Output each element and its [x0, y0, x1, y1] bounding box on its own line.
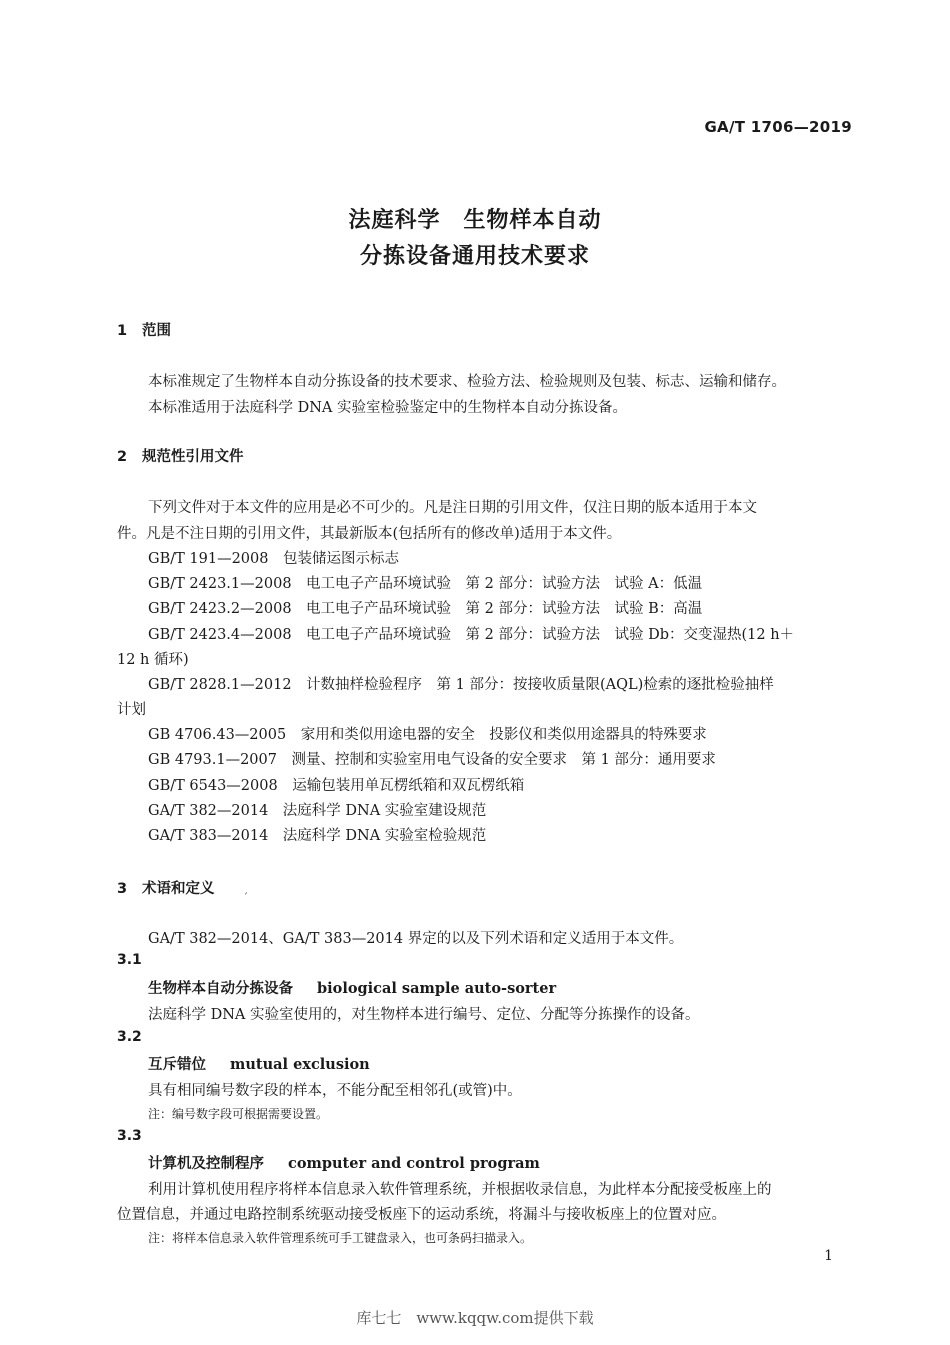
reference-item-continuation: 计划: [117, 702, 146, 718]
term-entry-1: [148, 977, 556, 998]
stray-mark: ˊ: [243, 893, 248, 904]
section-title: 规范性引用文件: [142, 449, 244, 465]
term-english: computer and control program: [288, 1155, 540, 1172]
reference-item-continuation: 12 h 循环): [117, 652, 189, 668]
document-title-line2: 分拣设备通用技术要求: [359, 244, 590, 269]
term-number: 3.2: [117, 1029, 142, 1045]
term-definition: 法庭科学 DNA 实验室使用的，对生物样本进行编号、定位、分配等分拣操作的设备。: [148, 1007, 700, 1023]
section-heading-scope: [117, 319, 171, 340]
reference-item: GA/T 382—2014 法庭科学 DNA 实验室建设规范: [148, 803, 487, 819]
standard-code: GA/T 1706—2019: [704, 118, 852, 136]
term-chinese: 计算机及控制程序: [148, 1156, 264, 1172]
reference-item: GB/T 2423.2—2008 电工电子产品环境试验 第 2 部分：试验方法 试验 B：高温: [148, 601, 703, 617]
references-intro-line2: 件。凡是不注日期的引用文件，其最新版本(包括所有的修改单)适用于本文件。: [117, 526, 622, 542]
reference-item: GB/T 2423.1—2008 电工电子产品环境试验 第 2 部分：试验方法 试验 A：低温: [148, 576, 703, 592]
section-title: 术语和定义: [142, 881, 215, 897]
term-english: biological sample auto-sorter: [317, 980, 557, 997]
section-number: 3: [117, 881, 128, 897]
reference-item: GB/T 2423.4—2008 电工电子产品环境试验 第 2 部分：试验方法 试验 Db：交变湿热(12 h＋: [148, 627, 795, 643]
scope-paragraph-2: 本标准适用于法庭科学 DNA 实验室检验鉴定中的生物样本自动分拣设备。: [148, 400, 627, 416]
document-title-line1: 法庭科学 生物样本自动: [348, 208, 602, 233]
term-chinese: 生物样本自动分拣设备: [148, 981, 293, 997]
term-definition-line2: 位置信息，并通过电路控制系统驱动接受板座下的运动系统，将漏斗与接收板座上的位置对应。: [117, 1207, 726, 1223]
scope-paragraph-1: 本标准规定了生物样本自动分拣设备的技术要求、检验方法、检验规则及包装、标志、运输和储存。: [148, 374, 786, 390]
term-english: mutual exclusion: [230, 1056, 370, 1073]
reference-item: GB/T 2828.1—2012 计数抽样检验程序 第 1 部分：按接收质量限(AQL)检索的逐批检验抽样: [148, 677, 774, 693]
section-heading-terms: [117, 877, 215, 898]
term-number: 3.1: [117, 952, 142, 968]
reference-item: GB 4706.43—2005 家用和类似用途电器的安全 投影仪和类似用途器具的特殊要求: [148, 727, 707, 743]
page-number: 1: [824, 1248, 833, 1264]
term-entry-2: [148, 1053, 370, 1074]
section-number: 1: [117, 323, 128, 339]
term-definition: 具有相同编号数字段的样本，不能分配至相邻孔(或管)中。: [148, 1083, 522, 1099]
terms-intro: GA/T 382—2014、GA/T 383—2014 界定的以及下列术语和定义适用于本文件。: [148, 931, 684, 947]
term-number: 3.3: [117, 1128, 142, 1144]
section-number: 2: [117, 449, 128, 465]
section-title: 范围: [142, 323, 171, 339]
reference-item: GB 4793.1—2007 测量、控制和实验室用电气设备的安全要求 第 1 部分：通用要求: [148, 752, 716, 768]
reference-item: GB/T 6543—2008 运输包装用单瓦楞纸箱和双瓦楞纸箱: [148, 778, 525, 794]
term-note: 注：将样本信息录入软件管理系统可手工键盘录入，也可条码扫描录入。: [148, 1231, 533, 1245]
term-note: 注：编号数字段可根据需要设置。: [148, 1107, 329, 1121]
references-intro-line1: 下列文件对于本文件的应用是必不可少的。凡是注日期的引用文件，仅注日期的版本适用于本文: [148, 500, 757, 516]
term-definition-line1: 利用计算机使用程序将样本信息录入软件管理系统，并根据收录信息，为此样本分配接受板座上的: [148, 1182, 772, 1198]
download-footer: 库七七 www.kqqw.com提供下载: [356, 1309, 594, 1327]
reference-item: GA/T 383—2014 法庭科学 DNA 实验室检验规范: [148, 828, 487, 844]
reference-item: GB/T 191—2008 包装储运图示标志: [148, 551, 399, 567]
section-heading-normative-references: [117, 445, 244, 466]
term-entry-3: [148, 1152, 540, 1173]
term-chinese: 互斥错位: [148, 1057, 206, 1073]
